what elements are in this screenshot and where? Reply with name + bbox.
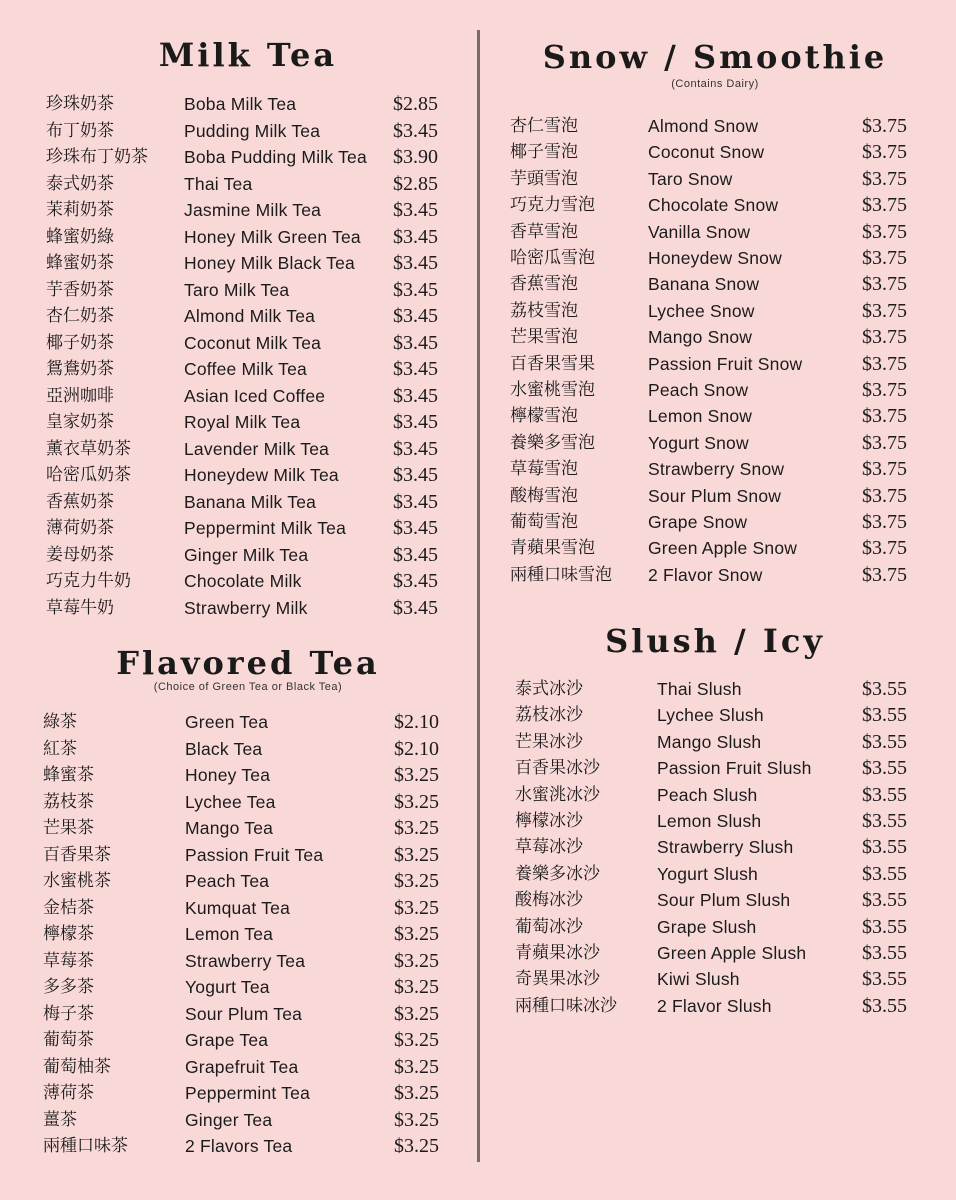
item-chinese-name: 哈密瓜雪泡 — [510, 248, 595, 268]
slush-icy-title: Slush / Icy — [605, 622, 825, 660]
snow-smoothie-note: (Contains Dairy) — [671, 78, 759, 90]
item-price: $3.75 — [862, 299, 907, 322]
item-english-name: 2 Flavor Snow — [648, 564, 763, 585]
item-chinese-name: 荔枝茶 — [43, 791, 94, 812]
item-price: $3.45 — [393, 199, 438, 221]
flavored-tea-title: Flavored Tea — [116, 644, 380, 682]
item-english-name: Vanilla Snow — [648, 221, 751, 242]
item-chinese-name: 椰子雪泡 — [510, 142, 578, 163]
item-price: $2.85 — [393, 93, 438, 115]
item-price: $3.45 — [393, 570, 438, 592]
item-chinese-name: 香蕉奶茶 — [46, 491, 114, 512]
item-price: $3.45 — [393, 225, 438, 248]
item-chinese-name: 亞洲咖啡 — [46, 385, 114, 406]
item-price: $3.90 — [393, 146, 438, 168]
item-price: $3.45 — [393, 437, 438, 460]
item-chinese-name: 兩種口味茶 — [43, 1136, 128, 1156]
item-chinese-name: 金桔茶 — [43, 897, 94, 918]
item-chinese-name: 檸檬冰沙 — [515, 811, 583, 831]
item-price: $3.45 — [393, 517, 438, 539]
item-english-name: Chocolate Snow — [648, 195, 779, 216]
item-price: $3.55 — [862, 730, 907, 753]
item-chinese-name: 檸檬雪泡 — [510, 406, 578, 427]
item-price: $3.75 — [862, 405, 907, 428]
item-chinese-name: 皇家奶茶 — [46, 412, 114, 432]
item-chinese-name: 青蘋果雪泡 — [510, 538, 595, 559]
item-chinese-name: 檸檬茶 — [43, 924, 94, 944]
item-chinese-name: 綠茶 — [43, 712, 77, 732]
item-price: $3.55 — [862, 757, 907, 780]
item-chinese-name: 草莓牛奶 — [46, 597, 114, 618]
item-english-name: Mango Tea — [185, 818, 274, 838]
item-english-name: Chocolate Milk — [184, 571, 302, 591]
item-price: $3.55 — [862, 889, 907, 912]
item-english-name: Lemon Snow — [648, 406, 753, 427]
item-english-name: Sour Plum Snow — [648, 485, 782, 506]
flavored-tea-note: (Choice of Green Tea or Black Tea) — [153, 681, 343, 693]
item-price: $3.25 — [394, 817, 439, 839]
item-english-name: Yogurt Slush — [657, 863, 758, 884]
item-english-name: Honey Milk Black Tea — [184, 253, 355, 273]
item-price: $3.25 — [394, 896, 439, 919]
item-chinese-name: 水蜜桃茶 — [43, 871, 111, 891]
item-chinese-name: 葡萄柚茶 — [43, 1056, 111, 1077]
item-english-name: Asian Iced Coffee — [184, 385, 326, 406]
item-chinese-name: 珍珠布丁奶茶 — [46, 147, 148, 167]
item-english-name: Pudding Milk Tea — [184, 120, 321, 141]
item-price: $3.55 — [862, 942, 907, 964]
item-english-name: Lemon Tea — [185, 924, 274, 944]
item-price: $3.25 — [394, 764, 439, 786]
item-chinese-name: 紅茶 — [43, 738, 77, 759]
item-english-name: Honeydew Snow — [648, 248, 782, 268]
item-price: $3.25 — [394, 1135, 439, 1157]
item-chinese-name: 鴛鴦奶茶 — [46, 359, 114, 379]
item-price: $3.75 — [862, 458, 907, 481]
item-chinese-name: 薄荷奶茶 — [46, 518, 114, 538]
item-english-name: 2 Flavors Tea — [185, 1136, 293, 1156]
item-english-name: Thai Slush — [657, 679, 742, 699]
item-price: $3.25 — [394, 923, 439, 945]
item-price: $3.75 — [862, 484, 907, 507]
item-chinese-name: 養樂多冰沙 — [515, 863, 600, 884]
item-english-name: Peppermint Milk Tea — [184, 518, 347, 538]
item-price: $3.45 — [393, 464, 438, 486]
item-chinese-name: 芒果茶 — [43, 818, 94, 838]
item-chinese-name: 養樂多雪泡 — [510, 432, 595, 453]
item-price: $3.75 — [862, 537, 907, 560]
item-english-name: Grape Snow — [648, 512, 748, 532]
item-english-name: Banana Milk Tea — [184, 491, 317, 512]
item-price: $3.25 — [394, 1055, 439, 1078]
item-price: $3.75 — [862, 511, 907, 533]
item-chinese-name: 百香果茶 — [43, 844, 111, 865]
item-chinese-name: 草莓茶 — [43, 950, 94, 971]
item-price: $3.55 — [862, 994, 907, 1017]
item-english-name: Lychee Slush — [657, 705, 764, 726]
item-chinese-name: 酸梅雪泡 — [510, 485, 578, 506]
item-chinese-name: 薄荷茶 — [43, 1083, 94, 1103]
item-chinese-name: 姜母奶茶 — [46, 544, 114, 565]
item-english-name: Passion Fruit Snow — [648, 353, 803, 374]
item-price: $3.55 — [862, 810, 907, 832]
item-english-name: Peach Slush — [657, 784, 758, 805]
item-price: $3.45 — [393, 411, 438, 433]
item-price: $3.75 — [862, 431, 907, 454]
item-price: $3.55 — [862, 915, 907, 938]
item-chinese-name: 芒果雪泡 — [510, 327, 578, 348]
item-price: $3.45 — [393, 543, 438, 566]
item-price: $3.25 — [394, 1029, 439, 1051]
item-price: $3.75 — [862, 326, 907, 349]
item-english-name: Passion Fruit Tea — [185, 844, 324, 865]
item-english-name: Coconut Milk Tea — [184, 332, 322, 353]
item-price: $3.55 — [862, 678, 907, 700]
item-english-name: Strawberry Slush — [657, 837, 794, 858]
item-english-name: Honey Milk Green Tea — [184, 226, 361, 247]
item-english-name: Ginger Milk Tea — [184, 544, 309, 565]
item-price: $3.75 — [862, 563, 907, 586]
item-english-name: Peach Snow — [648, 380, 749, 400]
column-divider — [477, 30, 480, 1162]
item-price: $3.75 — [862, 115, 907, 137]
item-price: $3.75 — [862, 379, 907, 401]
item-price: $3.55 — [862, 704, 907, 727]
item-chinese-name: 椰子奶茶 — [46, 332, 114, 353]
item-english-name: Honey Tea — [185, 765, 271, 785]
item-chinese-name: 巧克力牛奶 — [46, 571, 131, 591]
item-price: $3.45 — [393, 331, 438, 354]
item-english-name: Passion Fruit Slush — [657, 758, 812, 779]
item-english-name: Strawberry Milk — [184, 597, 308, 618]
item-english-name: Green Tea — [185, 712, 269, 732]
item-chinese-name: 荔枝冰沙 — [515, 705, 583, 726]
item-english-name: Boba Pudding Milk Tea — [184, 147, 367, 167]
item-chinese-name: 泰式奶茶 — [46, 173, 114, 194]
item-price: $3.55 — [862, 836, 907, 859]
item-price: $3.25 — [394, 790, 439, 813]
item-chinese-name: 布丁奶茶 — [46, 120, 114, 141]
item-chinese-name: 荔枝雪泡 — [510, 300, 578, 321]
item-english-name: Jasmine Milk Tea — [184, 200, 322, 220]
item-chinese-name: 酸梅冰沙 — [515, 890, 583, 911]
item-chinese-name: 葡萄冰沙 — [515, 916, 583, 937]
item-english-name: Banana Snow — [648, 274, 760, 295]
item-english-name: Royal Milk Tea — [184, 412, 301, 432]
item-price: $3.45 — [393, 278, 438, 301]
item-english-name: Kiwi Slush — [657, 969, 740, 990]
item-chinese-name: 蜂蜜奶綠 — [46, 226, 114, 247]
item-chinese-name: 多多茶 — [43, 977, 94, 997]
item-english-name: Grape Tea — [185, 1030, 269, 1050]
item-chinese-name: 香草雪泡 — [510, 221, 578, 242]
item-price: $2.85 — [393, 172, 438, 195]
item-chinese-name: 哈密瓜奶茶 — [46, 465, 131, 485]
item-price: $3.75 — [862, 167, 907, 190]
item-chinese-name: 巧克力雪泡 — [510, 195, 595, 216]
item-english-name: Grape Slush — [657, 916, 757, 937]
item-english-name: Kumquat Tea — [185, 897, 291, 918]
item-chinese-name: 薑茶 — [43, 1109, 77, 1130]
item-english-name: Coffee Milk Tea — [184, 359, 307, 379]
item-english-name: Lychee Snow — [648, 300, 755, 321]
item-price: $3.45 — [393, 358, 438, 380]
item-price: $3.25 — [394, 949, 439, 972]
item-chinese-name: 蜂蜜茶 — [43, 765, 94, 785]
item-chinese-name: 茉莉奶茶 — [46, 200, 114, 220]
item-chinese-name: 草莓雪泡 — [510, 459, 578, 480]
item-english-name: Green Apple Slush — [657, 943, 807, 963]
item-chinese-name: 蜂蜜奶茶 — [46, 253, 114, 273]
item-english-name: Mango Slush — [657, 731, 762, 752]
item-chinese-name: 珍珠奶茶 — [46, 94, 114, 114]
item-price: $3.75 — [862, 247, 907, 269]
item-chinese-name: 水蜜洮冰沙 — [515, 784, 600, 805]
item-chinese-name: 兩種口味冰沙 — [515, 995, 617, 1016]
item-price: $3.25 — [394, 1108, 439, 1131]
item-chinese-name: 芋香奶茶 — [46, 279, 114, 300]
item-chinese-name: 泰式冰沙 — [515, 679, 583, 699]
item-price: $3.45 — [393, 596, 438, 619]
item-english-name: Thai Tea — [184, 173, 253, 194]
item-english-name: Peppermint Tea — [185, 1083, 311, 1103]
item-price: $3.45 — [393, 384, 438, 407]
item-price: $3.45 — [393, 119, 438, 142]
item-chinese-name: 杏仁雪泡 — [510, 116, 578, 136]
item-price: $3.55 — [862, 783, 907, 806]
item-chinese-name: 葡萄茶 — [43, 1030, 94, 1050]
item-price: $3.75 — [862, 141, 907, 164]
item-chinese-name: 百香果雪果 — [510, 353, 595, 374]
item-chinese-name: 百香果冰沙 — [515, 758, 600, 779]
item-chinese-name: 葡萄雪泡 — [510, 512, 578, 532]
item-chinese-name: 草莓冰沙 — [515, 837, 583, 858]
item-price: $3.25 — [394, 843, 439, 866]
item-chinese-name: 芋頭雪泡 — [510, 168, 578, 189]
item-price: $3.25 — [394, 976, 439, 998]
item-english-name: Yogurt Tea — [185, 977, 270, 997]
item-english-name: Taro Milk Tea — [184, 279, 290, 300]
item-price: $3.75 — [862, 220, 907, 243]
item-english-name: Peach Tea — [185, 871, 270, 891]
item-price: $3.25 — [394, 1082, 439, 1104]
item-price: $3.75 — [862, 273, 907, 296]
item-chinese-name: 杏仁奶茶 — [46, 306, 114, 326]
item-english-name: Taro Snow — [648, 168, 733, 189]
item-price: $2.10 — [394, 711, 439, 733]
item-english-name: Sour Plum Slush — [657, 890, 791, 911]
item-english-name: Strawberry Snow — [648, 459, 785, 480]
item-english-name: Sour Plum Tea — [185, 1003, 303, 1024]
item-price: $3.75 — [862, 194, 907, 217]
item-english-name: Black Tea — [185, 738, 263, 759]
item-chinese-name: 水蜜桃雪泡 — [510, 380, 595, 400]
item-english-name: Honeydew Milk Tea — [184, 465, 339, 485]
item-english-name: Ginger Tea — [185, 1109, 273, 1130]
snow-smoothie-title: Snow / Smoothie — [542, 38, 888, 76]
item-english-name: Almond Milk Tea — [184, 306, 316, 326]
item-price: $3.25 — [394, 870, 439, 892]
item-chinese-name: 芒果冰沙 — [515, 731, 583, 752]
milk-tea-title: Milk Tea — [158, 36, 338, 74]
item-chinese-name: 青蘋果冰沙 — [515, 943, 600, 963]
item-english-name: Green Apple Snow — [648, 538, 798, 559]
item-price: $3.45 — [393, 305, 438, 327]
item-english-name: Lavender Milk Tea — [184, 438, 330, 459]
item-english-name: Grapefruit Tea — [185, 1056, 299, 1077]
item-english-name: Lychee Tea — [185, 791, 276, 812]
item-chinese-name: 兩種口味雪泡 — [510, 564, 612, 585]
item-price: $3.55 — [862, 968, 907, 991]
item-english-name: Boba Milk Tea — [184, 94, 297, 114]
item-price: $3.45 — [393, 252, 438, 274]
item-english-name: Almond Snow — [648, 116, 759, 136]
item-english-name: Coconut Snow — [648, 142, 765, 163]
item-english-name: Lemon Slush — [657, 811, 762, 831]
item-english-name: Yogurt Snow — [648, 432, 749, 453]
item-chinese-name: 香蕉雪泡 — [510, 274, 578, 295]
item-price: $3.75 — [862, 352, 907, 375]
item-price: $3.25 — [394, 1002, 439, 1025]
item-price: $3.55 — [862, 862, 907, 885]
item-chinese-name: 薰衣草奶茶 — [46, 438, 131, 459]
item-chinese-name: 奇異果冰沙 — [515, 969, 600, 990]
item-english-name: Mango Snow — [648, 327, 753, 348]
item-english-name: 2 Flavor Slush — [657, 995, 772, 1016]
item-price: $2.10 — [394, 737, 439, 760]
item-chinese-name: 梅子茶 — [43, 1003, 94, 1024]
item-english-name: Strawberry Tea — [185, 950, 306, 971]
item-price: $3.45 — [393, 490, 438, 513]
